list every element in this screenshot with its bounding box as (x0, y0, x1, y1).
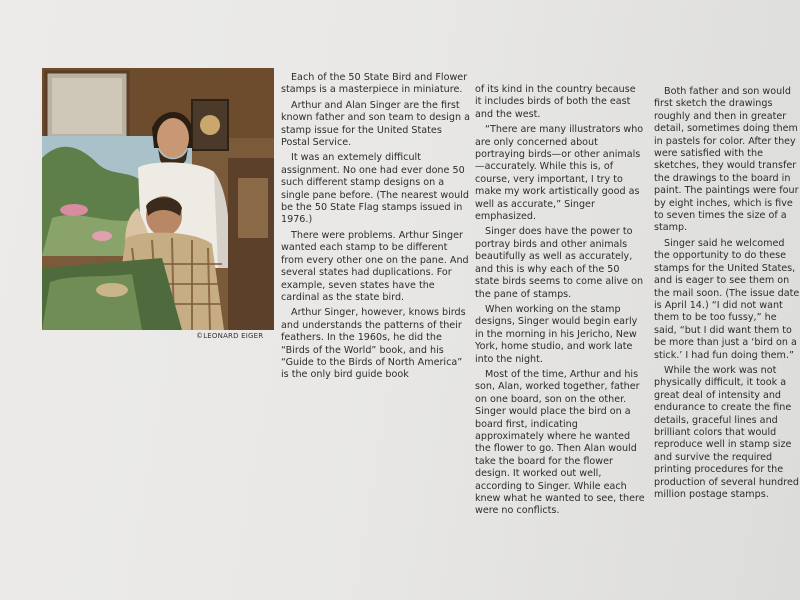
text-column-3 (654, 86, 800, 504)
paragraph: Both father and son would first sketch the drawings roughly and then in greater detail, sometimes doing them in pastels for color. After they were satisfied with the sketches, they would transfer the drawings to the board in paint. The paintings were four by eight inches, which is five to seven times the size of a stamp. (654, 86, 799, 234)
paragraph: “There are many illustrators who are only concerned about portraying birds—or other animals—accurately. While this is, of course, very important, I try to make my work artistically good as well as accurate,” Singer emphasized. (475, 124, 644, 223)
text-column-1 (281, 72, 471, 385)
photo-illustration (42, 68, 274, 330)
paragraph: It was an extemely difficult assignment. No one had ever done 50 such different stamp designs on a single pane before. (The nearest would be the 50 State Flag stamps issued in 1976.) (281, 152, 469, 226)
photo-arthur-and-alan-singer (42, 68, 274, 330)
paragraph: Most of the time, Arthur and his son, Alan, worked together, father on one board, son on the other. Singer would place the bird on a board first, indicating approximately where he wanted the flower to go. Then Alan would take the board for the flower design. It worked out well, according to Singer. While each knew what he wanted to see, there were no conflicts. (475, 368, 645, 517)
paragraph: While the work was not physically difficult, it took a great deal of intensity and endurance to create the fine details, graceful lines and brilliant colors that would reproduce well in stamp size and survive the required printing procedures for the production of several hundred million postage stamps. (654, 364, 799, 500)
paragraph: Each of the 50 State Bird and Flower stamps is a masterpiece in miniature. (281, 72, 468, 96)
paragraph: Singer does have the power to portray birds and other animals beautifully as well as accurately, and this is why each of the 50 state birds seems to come alive on the pane of stamps. (475, 226, 644, 300)
paragraph: Arthur and Alan Singer are the first known father and son team to design a stamp issue for the United States Postal Service. (281, 99, 470, 149)
paragraph: When working on the stamp designs, Singer would begin early in the morning in his Jericho, New York, home studio, and work late into the night. (475, 303, 638, 365)
paragraph: There were problems. Arthur Singer wanted each stamp to be different from every other one on the pane. And several states had duplications. For example, seven states have the cardinal as the state bird. (281, 229, 469, 303)
paragraph: Singer said he welcomed the opportunity to do these stamps for the United States, and is eager to see them on the mail soon. (The issue date is April 14.) “I did not want them to be too fussy,” he said, “but I did want them to be more than just a ‘bird on a stick.’ I had fun doing them.” (654, 237, 800, 361)
text-column-2 (475, 84, 645, 521)
photo-credit: ©LEONARD EIGER (196, 332, 264, 340)
paragraph: of its kind in the country because it includes birds of both the east and the west. (475, 84, 636, 120)
paragraph: Arthur Singer, however, knows birds and understands the patterns of their feathers. In the 1960s, he did the “Birds of the World” book, and his “Guide to the Birds of North America” is the only bird guide book (281, 307, 466, 381)
